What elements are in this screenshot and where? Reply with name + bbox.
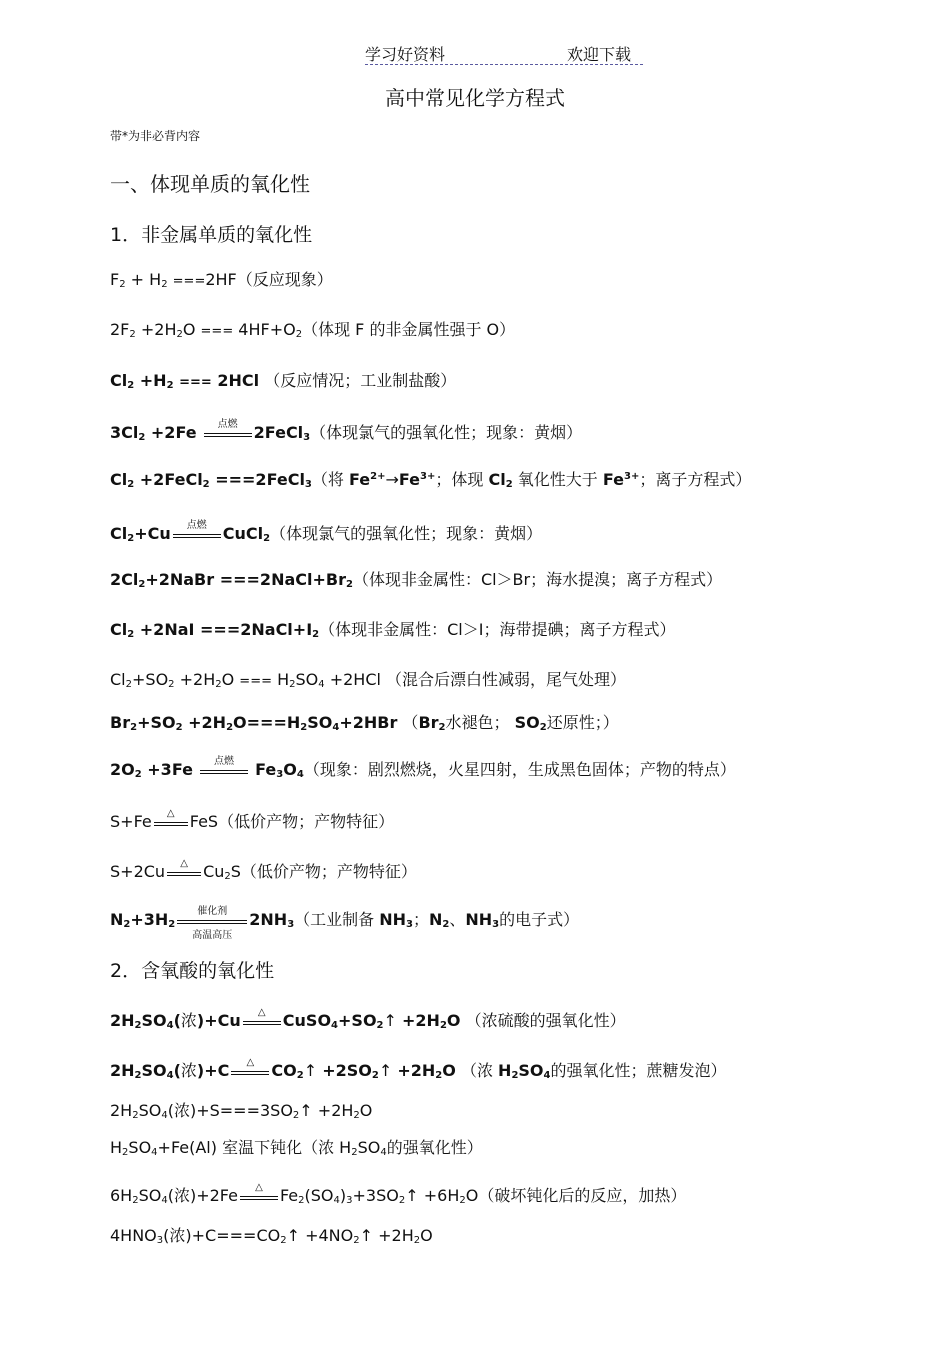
equation-acid-2: $2H_2SO_4$(浓)+C △ $CO_2↑$ $+2SO_2↑ +2H_2O$ （浓 $H_2SO_4$的强氧化性；蔗糖发泡）	[110, 1056, 727, 1081]
equation-2: $2F_2 +2H_2O$ === $4HF+O_2$（体现 F 的非金属性强于 O）	[110, 320, 516, 340]
equation-5: $Cl_2$ +2FeCl$_2$ ===2FeCl$_3$（将 $Fe^{2+}\to Fe^{3+}$；体现 $Cl_2$ 氧化性大于 $Fe^{3+}$；离子方程式）	[110, 470, 752, 490]
ignite-arrow: 点燃	[204, 426, 252, 442]
heat-arrow: △	[154, 815, 188, 831]
header-rule	[365, 64, 643, 65]
equation-11: $2O_2 +3Fe$ 点燃 $Fe_3O_4$（现象：剧烈燃烧，火星四射，生成黑色固体；产物的特点）	[110, 755, 736, 780]
reversible-arrow: 催化剂 高温高压	[177, 913, 247, 929]
section-heading: 一、体现单质的氧化性	[110, 172, 310, 196]
equation-13: S+2Cu △ $Cu_2S$（低价产物；产物特征）	[110, 857, 417, 882]
equation-12: S+Fe △ FeS（低价产物；产物特征）	[110, 807, 395, 831]
equation-acid-6: $4HNO_3$(浓)$+C===CO_2↑$ $+4NO_2↑ +2H_2O$	[110, 1226, 433, 1246]
equation-14: $N_2+3H_2$ 催化剂 高温高压 $2NH_3$（工业制备 $NH_3$；$N_2$、$NH_3$的电子式）	[110, 905, 580, 941]
equation-acid-3: $2H_2SO_4$(浓)$+S===3SO_2↑ +2H_2O$	[110, 1101, 373, 1121]
subsection-heading-1: 1．非金属单质的氧化性	[110, 224, 313, 246]
equation-4: $3Cl_2 +2Fe$ 点燃 2FeCl$_3$（体现氯气的强氧化性；现象：黄烟）	[110, 418, 583, 443]
equation-1: $F_2 + H_2 ===2HF$（反应现象）	[110, 270, 333, 290]
equation-3: $Cl_2 +H_2$ === 2HCl （反应情况；工业制盐酸）	[110, 371, 457, 391]
heat-arrow: △	[240, 1189, 278, 1205]
heat-arrow: △	[243, 1014, 281, 1030]
equation-acid-1: $2H_2SO_4$(浓)+Cu △ $CuSO_4+SO_2↑ +2H_2O$ （浓硫酸的强氧化性）	[110, 1006, 626, 1031]
ignite-arrow: 点燃	[200, 763, 248, 779]
heat-arrow: △	[231, 1064, 269, 1080]
document-title: 高中常见化学方程式	[385, 86, 565, 110]
header-right: 欢迎下载	[567, 45, 632, 64]
equation-10: $Br_2+SO_2 +2H_2O===H_2SO_4+2HBr$ （$Br_2$水褪色； $SO_2$还原性；）	[110, 713, 619, 733]
note: 带*为非必背内容	[110, 129, 201, 143]
equation-7: $2Cl_2+2NaBr$ $===2NaCl+Br_2$（体现非金属性：Cl＞Br；海水提溴；离子方程式）	[110, 570, 723, 590]
equation-8: $Cl_2 +2NaI$ $===2NaCl+I_2$（体现非金属性：Cl＞I；海带提碘；离子方程式）	[110, 620, 676, 640]
equation-acid-5: $6H_2SO_4$(浓)+2Fe △ $Fe_2(SO_4)_3+3SO_2↑ +6H_2O$（破坏钝化后的反应，加热）	[110, 1181, 687, 1206]
equation-acid-4: $H_2SO_4+Fe(Al)$ 室温下钝化（浓 $H_2SO_4$的强氧化性）	[110, 1138, 483, 1158]
subsection-heading-2: 2．含氧酸的氧化性	[110, 960, 275, 982]
equation-9: $Cl_2+SO_2 +2H_2O$ === $H_2SO_4 +2HCl$ （混合后漂白性减弱，尾气处理）	[110, 670, 627, 690]
heat-arrow: △	[167, 865, 201, 881]
header-left: 学习好资料	[365, 45, 446, 64]
ignite-arrow: 点燃	[173, 527, 221, 543]
equation-6: $Cl_2+Cu$ 点燃 CuCl$_2$（体现氯气的强氧化性；现象：黄烟）	[110, 519, 543, 544]
